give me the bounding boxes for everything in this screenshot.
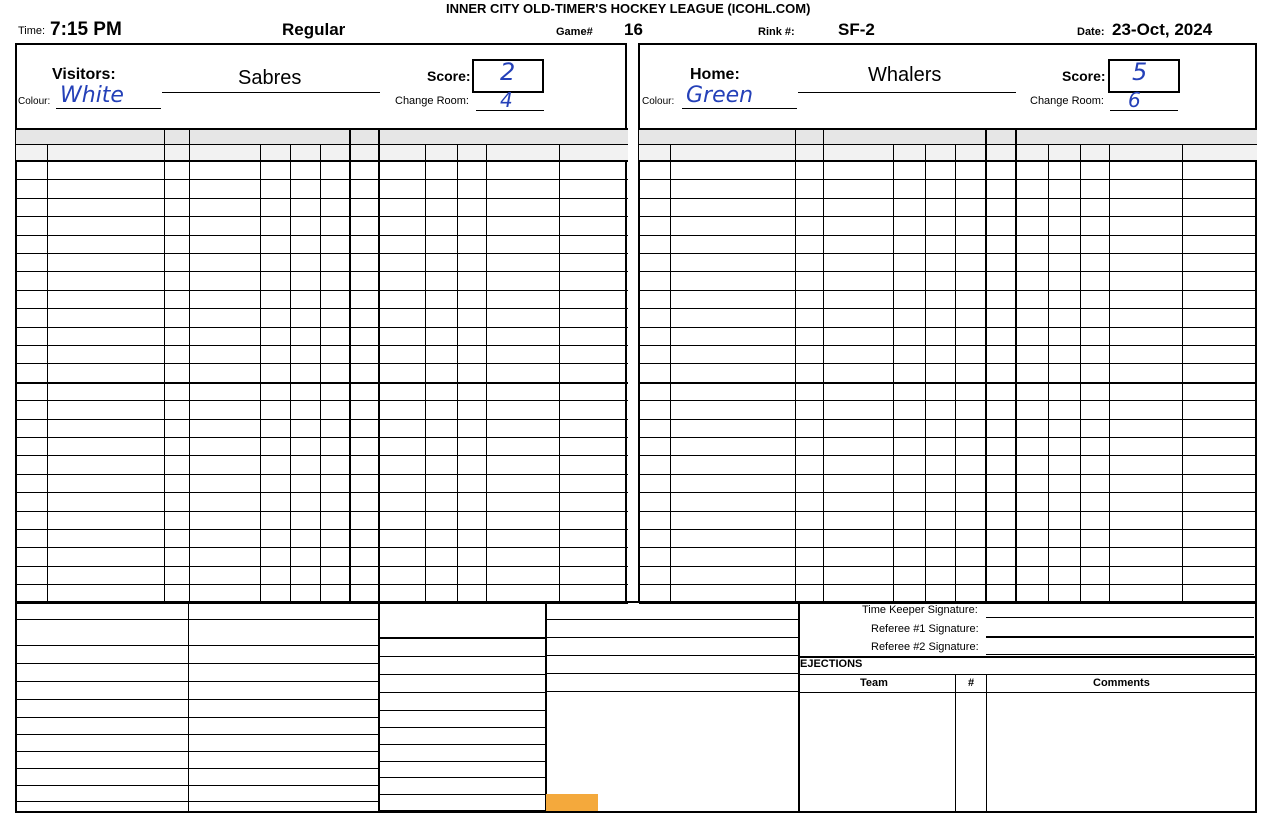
grid-hline (639, 327, 1257, 328)
date-label: Date: (1077, 26, 1105, 38)
grid-hline (378, 777, 545, 778)
grid-hline (16, 584, 628, 585)
grid-hline (639, 584, 1257, 585)
grid-vline (457, 144, 458, 603)
grid-vline (893, 144, 894, 603)
grid-hline (16, 235, 628, 236)
home-colour: Green (686, 83, 754, 108)
grid-vline (1048, 144, 1049, 603)
grid-hline (16, 345, 628, 346)
grid-hline (16, 128, 628, 130)
grid-hline (16, 271, 628, 272)
serving-suspension-swatch (546, 794, 598, 811)
referee2-signature-label: Referee #2 Signature: (871, 641, 979, 653)
visitors-changeroom: 4 (500, 88, 513, 112)
visitors-team: Sabres (238, 67, 302, 89)
grid-vline (378, 128, 380, 603)
time-value: 7:15 PM (50, 19, 122, 40)
grid-hline (16, 455, 628, 456)
grid-hline (16, 663, 378, 664)
grid-vline (47, 144, 48, 603)
grid-hline (639, 547, 1257, 548)
grid-hline (639, 382, 1257, 384)
home-frame (638, 43, 1257, 603)
home-score-label: Score: (1062, 68, 1106, 84)
grid-hline (16, 529, 628, 530)
grid-hline (378, 761, 545, 762)
grid-hline (639, 271, 1257, 272)
grid-vline (290, 144, 291, 603)
grid-hline (378, 744, 545, 745)
grid-hline (639, 419, 1257, 420)
grid-hline (16, 492, 628, 493)
grid-hline (639, 529, 1257, 530)
grid-hline (16, 645, 378, 646)
grid-hline (16, 566, 628, 567)
grid-hline (639, 363, 1257, 364)
referee1-signature-label: Referee #1 Signature: (871, 623, 979, 635)
grid-vline (425, 144, 426, 603)
grid-hline (639, 511, 1257, 512)
grid-hline (16, 400, 628, 401)
grid-vline (164, 128, 165, 603)
grid-hline (639, 144, 1257, 145)
grid-hline (16, 216, 628, 217)
grid-hline (545, 673, 798, 674)
visitors-colour: White (60, 83, 124, 108)
grid-vline (260, 144, 261, 603)
grid-hline (16, 382, 628, 384)
home-colour-label: Colour: (642, 96, 675, 107)
ejections-comments-header: Comments (1093, 677, 1150, 689)
grid-hline (545, 619, 798, 620)
grid-hline (545, 691, 798, 692)
grid-hline (639, 179, 1257, 180)
grid-hline (16, 717, 378, 718)
grid-hline (378, 674, 545, 675)
ejections-title: EJECTIONS (800, 658, 863, 670)
grid-hline (16, 144, 628, 145)
visitors-score-label: Score: (427, 68, 471, 84)
grid-hline (639, 128, 1257, 130)
grid-hline (16, 419, 628, 420)
grid-vline (545, 603, 547, 812)
grid-vline (798, 603, 800, 812)
home-changeroom: 6 (1128, 88, 1141, 112)
grid-hline (16, 801, 378, 802)
grid-hline (639, 290, 1257, 291)
grid-hline (16, 734, 378, 735)
grid-vline (320, 144, 321, 603)
grid-hline (16, 751, 378, 752)
home-score: 5 (1132, 58, 1148, 86)
rink-value: SF-2 (838, 20, 875, 39)
game-label: Game# (556, 26, 593, 38)
timekeeper-signature-label: Time Keeper Signature: (862, 604, 978, 616)
grid-hline (16, 474, 628, 475)
grid-vline (670, 144, 671, 603)
grid-hline (639, 160, 1257, 162)
grid-hline (639, 235, 1257, 236)
grid-hline (16, 768, 378, 769)
grid-hline (16, 547, 628, 548)
grid-vline (1109, 144, 1110, 603)
game-type: Regular (282, 20, 346, 39)
grid-hline (16, 511, 628, 512)
legend-frame (15, 601, 1257, 813)
grid-vline (1182, 144, 1183, 603)
grid-hline (639, 198, 1257, 199)
grid-hline (16, 699, 378, 700)
time-label: Time: (18, 25, 46, 37)
grid-hline (16, 198, 628, 199)
grid-vline (559, 144, 560, 603)
grid-hline (16, 681, 378, 682)
grid-hline (639, 216, 1257, 217)
grid-vline (823, 128, 824, 603)
grid-hline (639, 492, 1257, 493)
grid-hline (545, 637, 798, 638)
visitors-label: Visitors: (52, 66, 116, 83)
grid-hline (639, 566, 1257, 567)
visitors-colour-label: Colour: (18, 96, 51, 107)
grid-hline (639, 437, 1257, 438)
grid-hline (639, 455, 1257, 456)
grid-hline (16, 179, 628, 180)
grid-hline (16, 619, 378, 620)
grid-hline (16, 603, 628, 604)
grid-hline (16, 437, 628, 438)
visitors-frame (15, 43, 627, 603)
grid-hline (639, 308, 1257, 309)
roster-header-bar (16, 128, 628, 144)
home-label: Home: (690, 66, 740, 83)
grid-vline (795, 128, 796, 603)
grid-vline (925, 144, 926, 603)
grid-hline (378, 692, 545, 693)
grid-hline (16, 308, 628, 309)
grid-hline (378, 810, 545, 811)
grid-hline (16, 160, 628, 162)
grid-vline (378, 603, 380, 812)
grid-hline (378, 794, 545, 795)
home-team: Whalers (868, 64, 942, 86)
league-title: INNER CITY OLD-TIMER'S HOCKEY LEAGUE (ICOHL.COM) (446, 1, 811, 16)
grid-hline (545, 655, 798, 656)
grid-vline (985, 128, 987, 603)
visitors-score: 2 (500, 58, 516, 86)
grid-hline (378, 727, 545, 728)
grid-vline (1080, 144, 1081, 603)
date-value: 23-Oct, 2024 (1112, 20, 1213, 39)
grid-vline (955, 144, 956, 603)
grid-hline (16, 327, 628, 328)
grid-hline (378, 637, 545, 639)
grid-vline (189, 128, 190, 603)
grid-vline (486, 144, 487, 603)
visitors-changeroom-label: Change Room: (395, 95, 469, 107)
grid-hline (16, 253, 628, 254)
roster-subheader-bar (639, 144, 1257, 160)
grid-vline (1015, 128, 1017, 603)
grid-vline (349, 128, 351, 603)
grid-hline (639, 345, 1257, 346)
grid-hline (378, 710, 545, 711)
roster-header-bar (639, 128, 1257, 144)
grid-hline (639, 253, 1257, 254)
game-value: 16 (624, 20, 643, 39)
grid-hline (16, 290, 628, 291)
grid-hline (16, 785, 378, 786)
grid-hline (378, 656, 545, 657)
roster-subheader-bar (16, 144, 628, 160)
grid-vline (188, 603, 189, 812)
rink-label: Rink #: (758, 26, 795, 38)
ejections-team-header: Team (860, 677, 888, 689)
home-changeroom-label: Change Room: (1030, 95, 1104, 107)
grid-hline (639, 474, 1257, 475)
grid-hline (16, 363, 628, 364)
ejections-number-header: # (968, 677, 975, 689)
grid-hline (639, 400, 1257, 401)
